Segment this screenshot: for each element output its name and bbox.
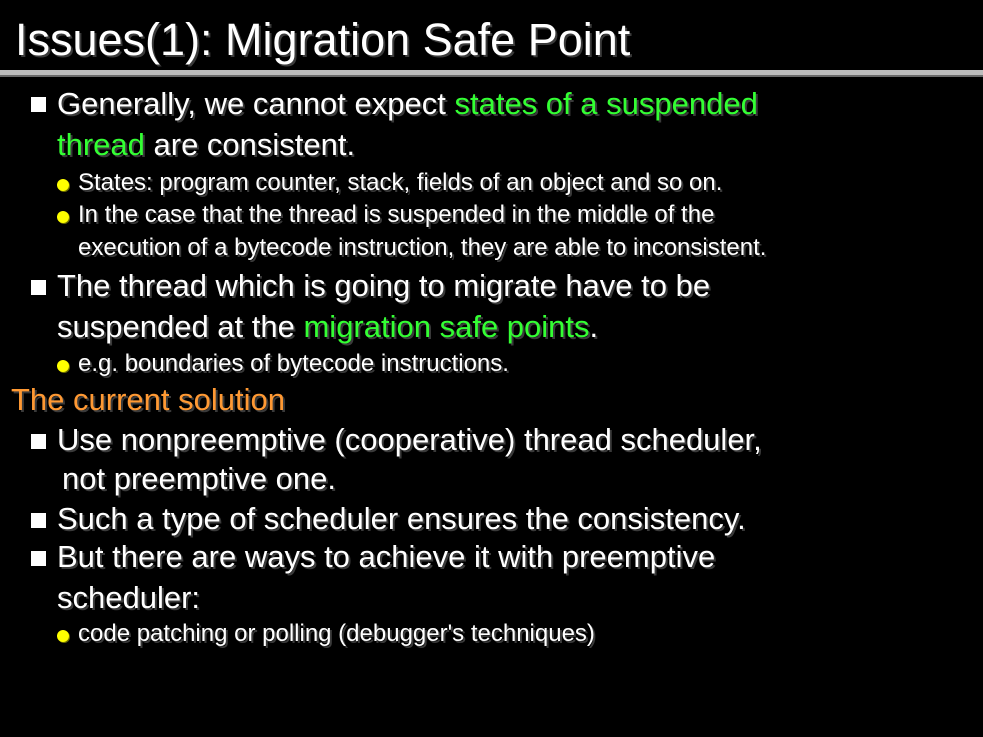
square-bullet-icon bbox=[31, 513, 46, 528]
bullet-2-text: suspended at the bbox=[57, 309, 304, 344]
slide-title: Issues(1): Migration Safe Point bbox=[15, 14, 631, 65]
bullet-1-text: Generally, we cannot expect bbox=[57, 86, 455, 121]
bullet-5-line-1: But there are ways to achieve it with preemptive bbox=[57, 539, 716, 574]
title-divider bbox=[0, 70, 983, 77]
square-bullet-icon bbox=[31, 280, 46, 295]
bullet-5-line-2: scheduler: bbox=[57, 580, 201, 615]
bullet-1-highlight-cont: thread bbox=[57, 127, 145, 162]
section-heading: The current solution bbox=[11, 382, 285, 417]
bullet-2-line-1: The thread which is going to migrate have to be bbox=[57, 268, 711, 303]
bullet-1-highlight: states of a suspended bbox=[454, 86, 758, 121]
bullet-2-line-2 bbox=[57, 307, 598, 347]
square-bullet-icon bbox=[31, 97, 46, 112]
bullet-1-sub-2-line-2: execution of a bytecode instruction, they are able to inconsistent. bbox=[78, 234, 767, 261]
round-bullet-icon bbox=[57, 211, 69, 223]
bullet-1-sub-2-line-1: In the case that the thread is suspended in the middle of the bbox=[78, 201, 715, 228]
round-bullet-icon bbox=[57, 360, 69, 372]
bullet-1-line-1 bbox=[57, 84, 758, 124]
bullet-2-sub-1: e.g. boundaries of bytecode instructions. bbox=[78, 350, 509, 377]
round-bullet-icon bbox=[57, 179, 69, 191]
bullet-1-sub-1: States: program counter, stack, fields of an object and so on. bbox=[78, 169, 723, 196]
bullet-5-sub-1: code patching or polling (debugger's techniques) bbox=[78, 620, 595, 647]
bullet-1-text-cont: are consistent. bbox=[144, 127, 356, 162]
bullet-1-line-2 bbox=[57, 125, 355, 165]
square-bullet-icon bbox=[31, 551, 46, 566]
square-bullet-icon bbox=[31, 434, 46, 449]
bullet-3-line-2: not preemptive one. bbox=[62, 461, 337, 496]
bullet-2-highlight: migration safe points bbox=[303, 309, 590, 344]
bullet-3-line-1: Use nonpreemptive (cooperative) thread scheduler, bbox=[57, 422, 762, 457]
round-bullet-icon bbox=[57, 630, 69, 642]
bullet-4-line-1: Such a type of scheduler ensures the consistency. bbox=[57, 501, 746, 536]
bullet-2-period: . bbox=[589, 309, 599, 344]
